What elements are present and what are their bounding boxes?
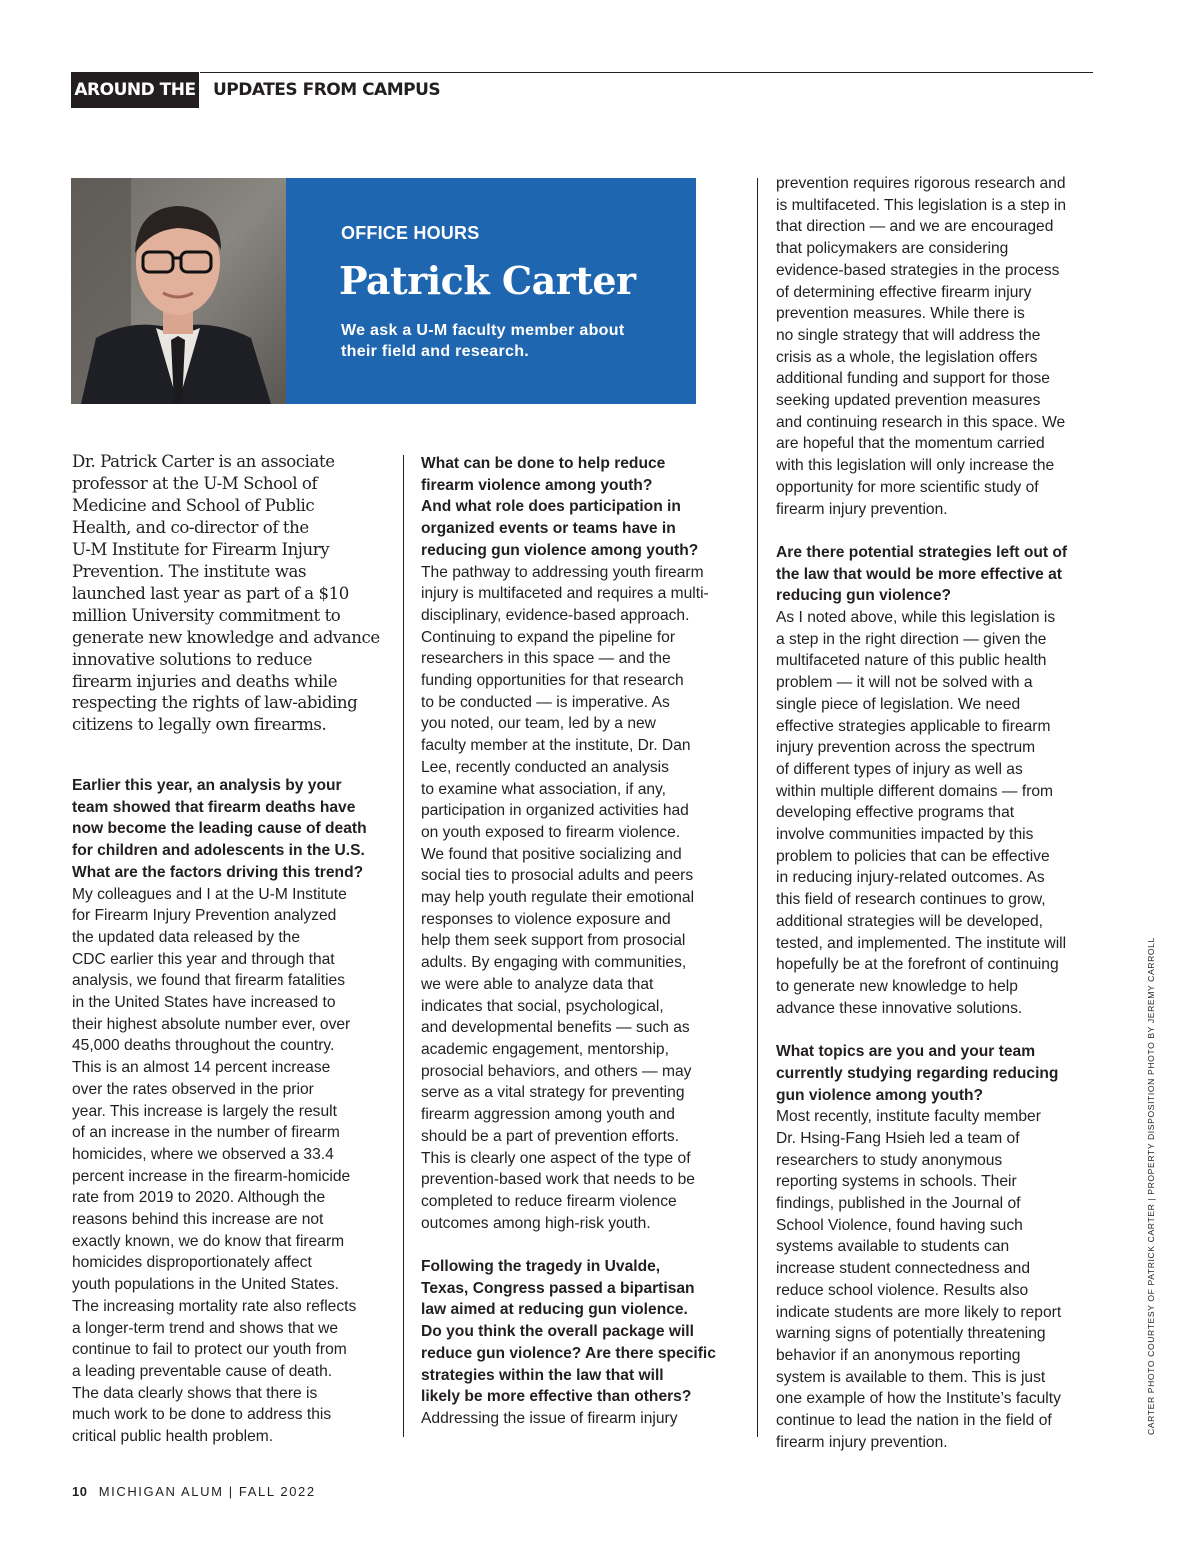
question-5: What topics are you and your team currently studying regarding reducing gun violence among youth? [776, 1043, 1059, 1104]
page-title: Patrick Carter [339, 258, 636, 303]
office-hours-banner [286, 178, 696, 404]
page-number: 10 [72, 1484, 88, 1499]
subsection-tag: UPDATES FROM CAMPUS [213, 80, 441, 100]
kicker: OFFICE HOURS [341, 223, 480, 243]
question-3: Following the tragedy in Uvalde, Texas, Congress passed a bipartisan law aimed at reducing gun violence. Do you think the overall package will reduce gun violence? Are there specific strategies within the law that will likely be more effective than others? [421, 1258, 716, 1406]
column-2 [421, 453, 739, 1430]
column-1 [72, 775, 390, 1448]
photo-credit: CARTER PHOTO COURTESY OF PATRICK CARTER | PROPERTY DISPOSITION PHOTO BY JEREMY CARROLL [1146, 937, 1156, 1435]
publication-name: MICHIGAN ALUM | FALL 2022 [98, 1484, 316, 1499]
answer-5: Most recently, institute faculty member Dr. Hsing-Fang Hsieh led a team of researchers to study anonymous reporting systems in schools. Their findings, published in the Journal of School Violence, found having such systems available to students can increase student connectedness and reduce school violence. Results also indicate students are more likely to report warning signs of potentially threatening behavior if an anonymous reporting system is available to them. This is just one example of how the Institute’s faculty continue to lead the nation in the field of firearm injury prevention. [776, 1108, 1062, 1451]
answer-4: As I noted above, while this legislation is a step in the right direction — given the multifaceted nature of this public health problem — it will not be solved with a single piece of legislation. We need effective strategies applicable to firearm injury prevention across the spectrum of different types of injury as well as within multiple different domains — from developing effective programs that involve communities impacted by this problem to policies that can be effective in reducing injury-related outcomes. As this field of research continues to grow, additional strategies will be developed, tested, and implemented. The institute will hopefully be at the forefront of continuing to generate new knowledge to help advance these innovative solutions. [776, 609, 1067, 1017]
answer-2: The pathway to addressing youth firearm injury is multifaceted and requires a multi- disciplinary, evidence-based approach. Continuing to expand the pipeline for researchers in this space — and the funding opportunities for that research to be conducted — is imperative. As you noted, our team, led by a new faculty member at the institute, Dr. Dan Lee, recently conducted an analysis to examine what association, if any, participation in organized activities had on youth exposed to firearm violence. We found that positive socializing and social ties to prosocial adults and peers may help youth regulate their emotional responses to violence exposure and help them seek support from prosocial adults. By engaging with communities, we were able to analyze data that indicates that social, psychological, and developmental benefits — such as academic engagement, mentorship, prosocial behaviors, and others — may serve as a vital strategy for preventing firearm aggression among youth and should be a part of prevention efforts. This is clearly one aspect of the type of prevention-based work that needs to be completed to reduce firearm violence outcomes among high-risk youth. [421, 563, 709, 1232]
column-divider [403, 455, 404, 1437]
section-tag: AROUND THE U [71, 72, 199, 108]
column-3 [776, 173, 1098, 1453]
page-footer [72, 1484, 316, 1499]
dek: We ask a U-M faculty member about their field and research. [341, 322, 625, 360]
answer-1: My colleagues and I at the U-M Institute for Firearm Injury Prevention analyzed the updated data released by the CDC earlier this year and through that analysis, we found that firearm fatalities in the United States have increased to their highest absolute number ever, over 45,000 deaths throughout the country. This is an almost 14 percent increase over the rates observed in the prior year. This increase is largely the result of an increase in the number of firearm homicides, where we observed a 33.4 percent increase in the firearm-homicide rate from 2019 to 2020. Although the reasons behind this increase are not exactly known, we do know that firearm homicides disproportionately affect youth populations in the United States. The increasing mortality rate also reflects a longer-term trend and shows that we continue to fail to protect our youth from a leading preventable cause of death. The data clearly shows that there is much work to be done to address this critical public health problem. [72, 885, 357, 1446]
question-2: What can be done to help reduce firearm violence among youth? And what role does participation in organized events or teams have in reducing gun violence among youth? [421, 455, 699, 559]
intro-paragraph: Dr. Patrick Carter is an associate professor at the U-M School of Medicine and School of Public Health, and co-director of the U-M Institute for Firearm Injury Prevention. The institute was launched last year as part of a $10 million University commitment to generate new knowledge and advance innovative solutions to reduce firearm injuries and deaths while respecting the rights of law-abiding citizens to legally own firearms. [72, 452, 380, 735]
answer-3-start: Addressing the issue of firearm injury [421, 1409, 678, 1427]
question-1: Earlier this year, an analysis by your team showed that firearm deaths have now become the leading cause of death for children and adolescents in the U.S. What are the factors driving this trend? [72, 777, 367, 881]
column-divider [757, 178, 758, 1437]
question-4: Are there potential strategies left out of the law that would be more effective at reducing gun violence? [776, 543, 1068, 605]
portrait-photo [71, 178, 286, 404]
answer-3-continued: prevention requires rigorous research and is multifaceted. This legislation is a step in that direction — and we are encouraged that policymakers are considering evidence-based strategies in the process of determining effective firearm injury prevention measures. While there is no single strategy that will address the crisis as a whole, the legislation offers additional funding and support for those seeking updated prevention measures and continuing research in this space. We are hopeful that the momentum carried with this legislation will only increase the opportunity for more scientific study of firearm injury prevention. [776, 175, 1067, 518]
